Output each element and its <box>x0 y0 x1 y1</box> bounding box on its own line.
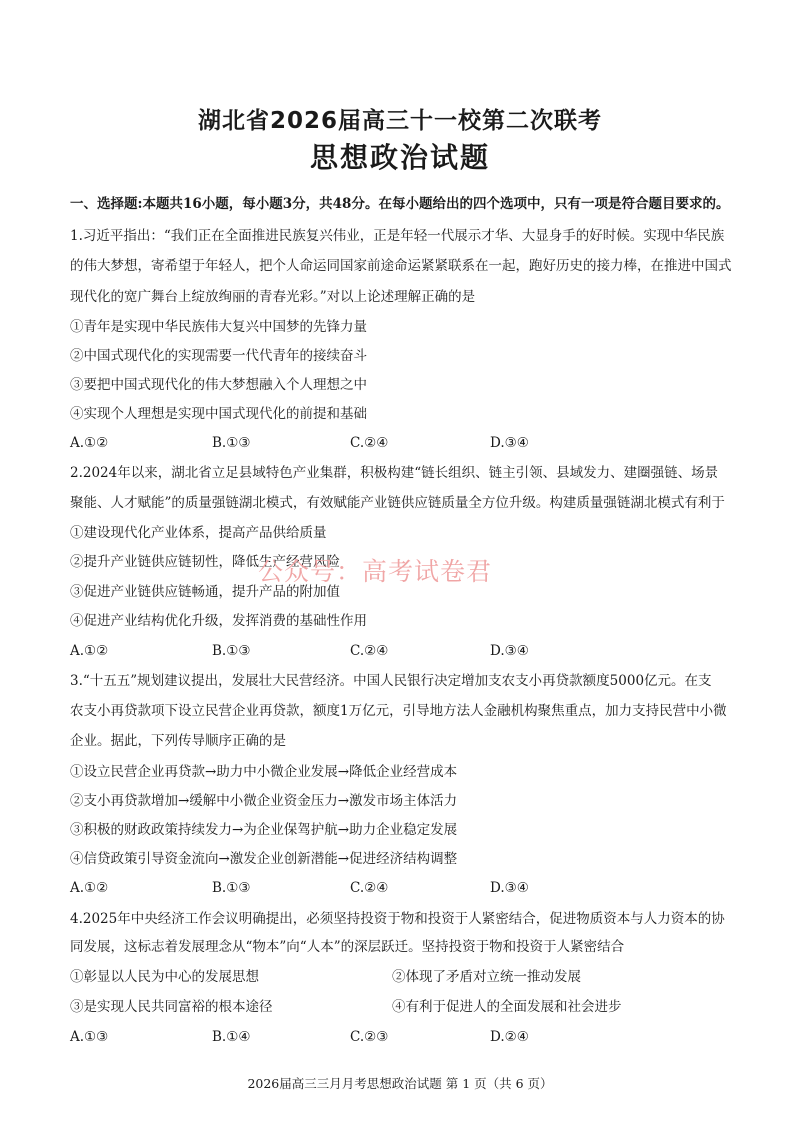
question-item: ②中国式现代化的实现需要一代代青年的接续奋斗 <box>70 348 367 364</box>
choice-d: D.③④ <box>490 880 529 896</box>
choice-a: A.①② <box>70 435 109 451</box>
question-item: ④实现个人理想是实现中国式现代化的前提和基础 <box>70 406 367 422</box>
question-item: ②体现了矛盾对立统一推动发展 <box>392 969 581 985</box>
choice-a: A.①② <box>70 643 109 659</box>
question-stem-line: 的伟大梦想，寄希望于年轻人，把个人命运同国家前途命运紧紧联系在一起，跑好历史的接力棒，在推进中国式 <box>70 258 732 274</box>
question-stem-line: 企业。据此，下列传导顺序正确的是 <box>70 733 286 749</box>
section-heading: 一、选择题:本题共16小题，每小题3分，共48分。在每小题给出的四个选项中，只有一项是符合题目要求的。 <box>70 196 730 212</box>
question-stem-line: 4.2025年中央经济工作会议明确提出，必须坚持投资于物和投资于人紧密结合，促进物质资本与人力资本的协 <box>70 911 725 927</box>
choice-d: D.②④ <box>490 1029 529 1045</box>
question-item: ③是实现人民共同富裕的根本途径 <box>70 999 273 1015</box>
question-item: ④信贷政策引导资金流向→激发企业创新潜能→促进经济结构调整 <box>70 851 458 867</box>
question-stem-line: 聚能、人才赋能”的质量强链湖北模式，有效赋能产业链供应链质量全方位升级。构建质量强链湖北模式有利于 <box>70 495 725 511</box>
question-stem-line: 现代化的宽广舞台上绽放绚丽的青春光彩。”对以上论述理解正确的是 <box>70 289 476 305</box>
page-footer: 2026届高三三月月考思想政治试题 第 1 页（共 6 页） <box>247 1076 553 1091</box>
question-item: ③要把中国式现代化的伟大梦想融入个人理想之中 <box>70 377 367 393</box>
question-item: ③积极的财政政策持续发力→为企业保驾护航→助力企业稳定发展 <box>70 822 458 838</box>
question-item: ③促进产业链供应链畅通，提升产品的附加值 <box>70 584 340 600</box>
choice-b: B.①③ <box>212 880 251 896</box>
choice-b: B.①③ <box>212 643 251 659</box>
question-stem-line: 3.“十五五”规划建议提出，发展壮大民营经济。中国人民银行决定增加支农支小再贷款额度5000亿元。在支 <box>70 673 712 689</box>
question-stem-line: 1.习近平指出：“我们正在全面推进民族复兴伟业，正是年轻一代展示才华、大显身手的好时候。实现中华民族 <box>70 228 725 244</box>
choice-b: B.①④ <box>212 1029 251 1045</box>
exam-subject-title: 思想政治试题 <box>309 141 490 174</box>
choice-b: B.①③ <box>212 435 251 451</box>
choice-d: D.③④ <box>490 643 529 659</box>
watermark-text: 公众号：高考试卷君 <box>258 557 493 586</box>
question-item: ①设立民营企业再贷款→助力中小微企业发展→降低企业经营成本 <box>70 764 458 780</box>
choice-c: C.②④ <box>350 435 389 451</box>
question-item: ④有利于促进人的全面发展和社会进步 <box>392 999 622 1015</box>
question-item: ④促进产业结构优化升级，发挥消费的基础性作用 <box>70 613 367 629</box>
question-stem-line: 农支小再贷款项下设立民营企业再贷款，额度1万亿元，引导地方法人金融机构聚焦重点，加力支持民营中小微 <box>70 703 727 719</box>
exam-title: 湖北省2026届高三十一校第二次联考 <box>197 108 602 134</box>
question-stem-line: 同发展，这标志着发展理念从“物本”向“人本”的深层跃迁。坚持投资于物和投资于人紧密结合 <box>70 939 625 955</box>
question-item: ①建设现代化产业体系，提高产品供给质量 <box>70 525 327 541</box>
choice-a: A.①② <box>70 880 109 896</box>
question-item: ②提升产业链供应链韧性，降低生产经营风险 <box>70 554 340 570</box>
choice-a: A.①③ <box>70 1029 109 1045</box>
question-item: ①青年是实现中华民族伟大复兴中国梦的先锋力量 <box>70 319 367 335</box>
choice-c: C.②③ <box>350 1029 389 1045</box>
question-item: ①彰显以人民为中心的发展思想 <box>70 969 259 985</box>
choice-c: C.②④ <box>350 880 389 896</box>
question-item: ②支小再贷款增加→缓解中小微企业资金压力→激发市场主体活力 <box>70 793 458 809</box>
choice-d: D.③④ <box>490 435 529 451</box>
choice-c: C.②④ <box>350 643 389 659</box>
question-stem-line: 2.2024年以来，湖北省立足县域特色产业集群，积极构建“链长组织、链主引领、县域发力、建圈强链、场景 <box>70 465 719 481</box>
